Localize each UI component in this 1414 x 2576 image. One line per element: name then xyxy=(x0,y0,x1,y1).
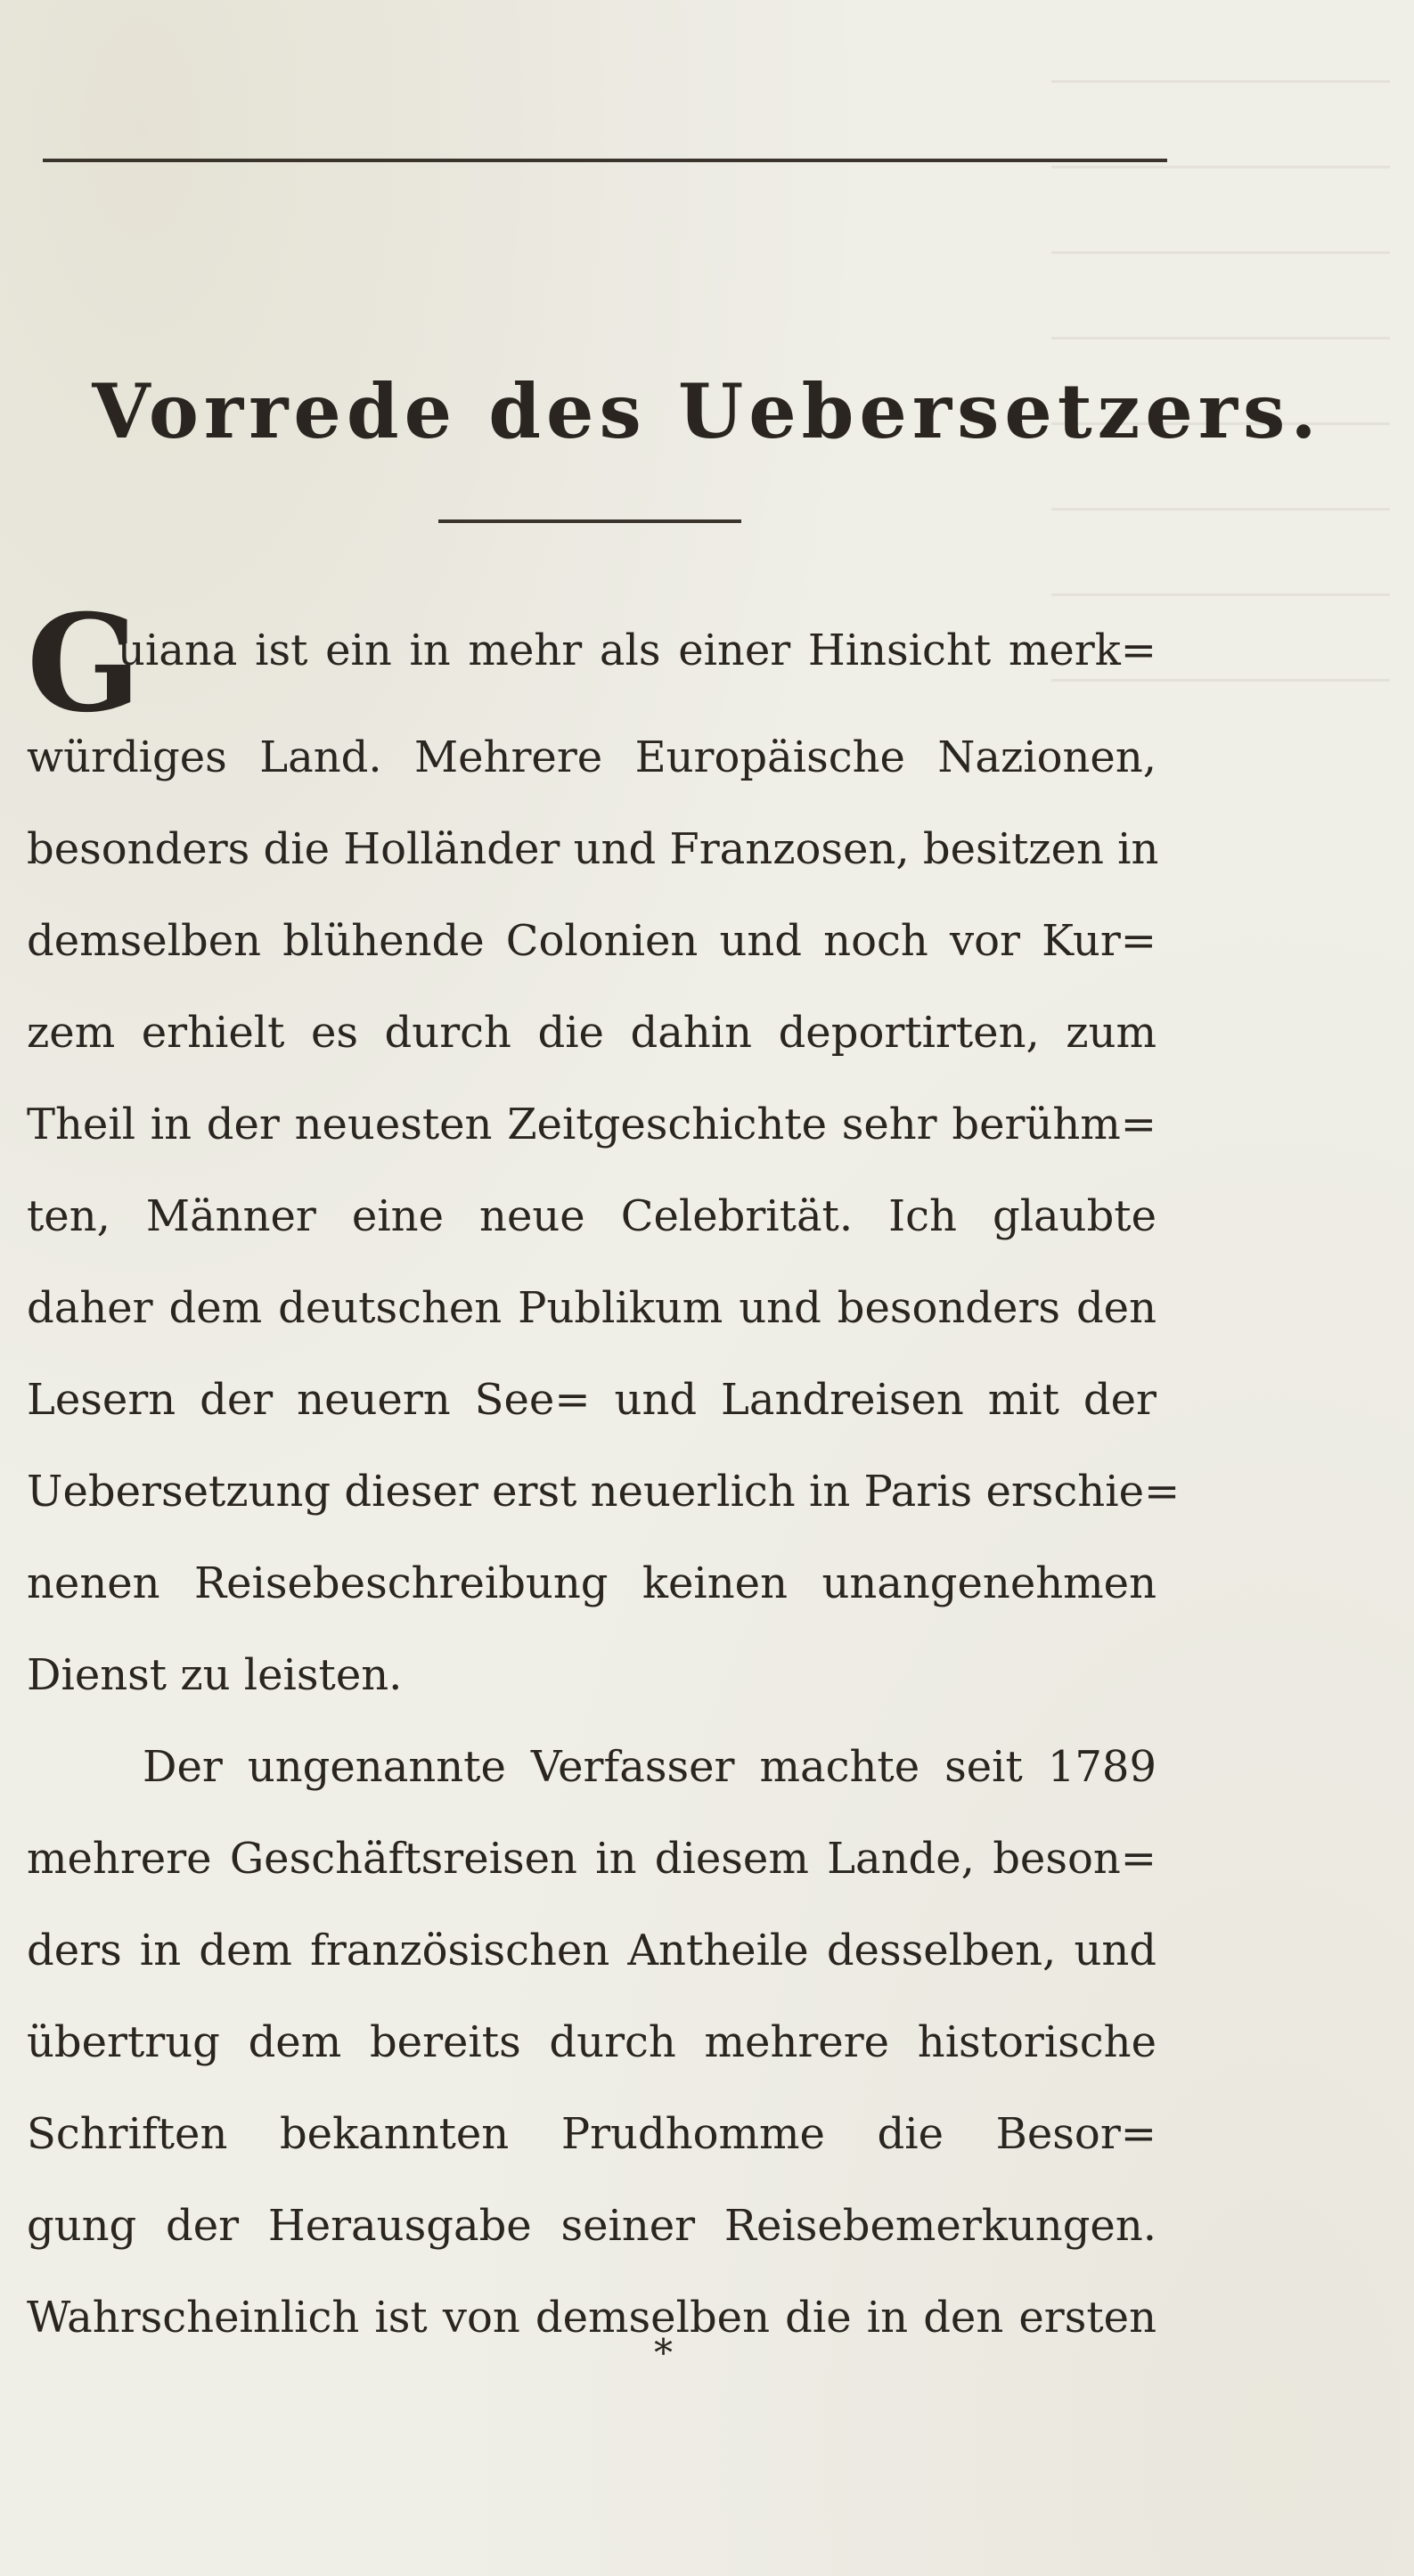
text-line: uiana ist ein in mehr als einer Hinsicht merk= xyxy=(118,626,1157,675)
text-line: ders in dem französischen Antheile desselben, und xyxy=(27,1926,1157,1975)
text-line: Lesern der neuern See= und Landreisen mit der xyxy=(27,1375,1157,1425)
text-line: mehrere Geschäftsreisen in diesem Lande, beson= xyxy=(27,1834,1157,1884)
text-line: daher dem deutschen Publikum und besonders den xyxy=(27,1283,1157,1333)
text-line: zem erhielt es durch die dahin deportirten, zum xyxy=(27,1008,1157,1058)
text-line: Dienst zu leisten. xyxy=(27,1650,403,1700)
text-line: würdiges Land. Mehrere Europäische Nazionen, xyxy=(27,732,1157,782)
text-line: ten, Männer eine neue Celebrität. Ich glaubte xyxy=(27,1191,1157,1241)
top-rule xyxy=(43,159,1167,162)
title-rule xyxy=(438,519,741,523)
text-line: besonders die Holländer und Franzosen, besitzen in xyxy=(27,824,1159,874)
text-line: nenen Reisebeschreibung keinen unangenehmen xyxy=(27,1558,1157,1608)
text-line: Wahrscheinlich ist von demselben die in den ersten xyxy=(27,2293,1157,2343)
text-line: demselben blühende Colonien und noch vor Kur= xyxy=(27,916,1157,966)
signature-mark: * xyxy=(654,2331,673,2375)
text-line: Schriften bekannten Prudhomme die Besor= xyxy=(27,2109,1157,2159)
text-line: Uebersetzung dieser erst neuerlich in Paris erschie= xyxy=(27,1467,1181,1517)
drop-initial: G xyxy=(27,585,142,742)
text-line: Der ungenannte Verfasser machte seit 1789 xyxy=(143,1742,1157,1792)
text-line: Theil in der neuesten Zeitgeschichte sehr berühm= xyxy=(27,1100,1157,1149)
page-title: Vorrede des Uebersetzers. xyxy=(92,367,1322,455)
text-line: gung der Herausgabe seiner Reisebemerkungen. xyxy=(27,2201,1157,2251)
text-line: übertrug dem bereits durch mehrere historische xyxy=(27,2017,1157,2067)
